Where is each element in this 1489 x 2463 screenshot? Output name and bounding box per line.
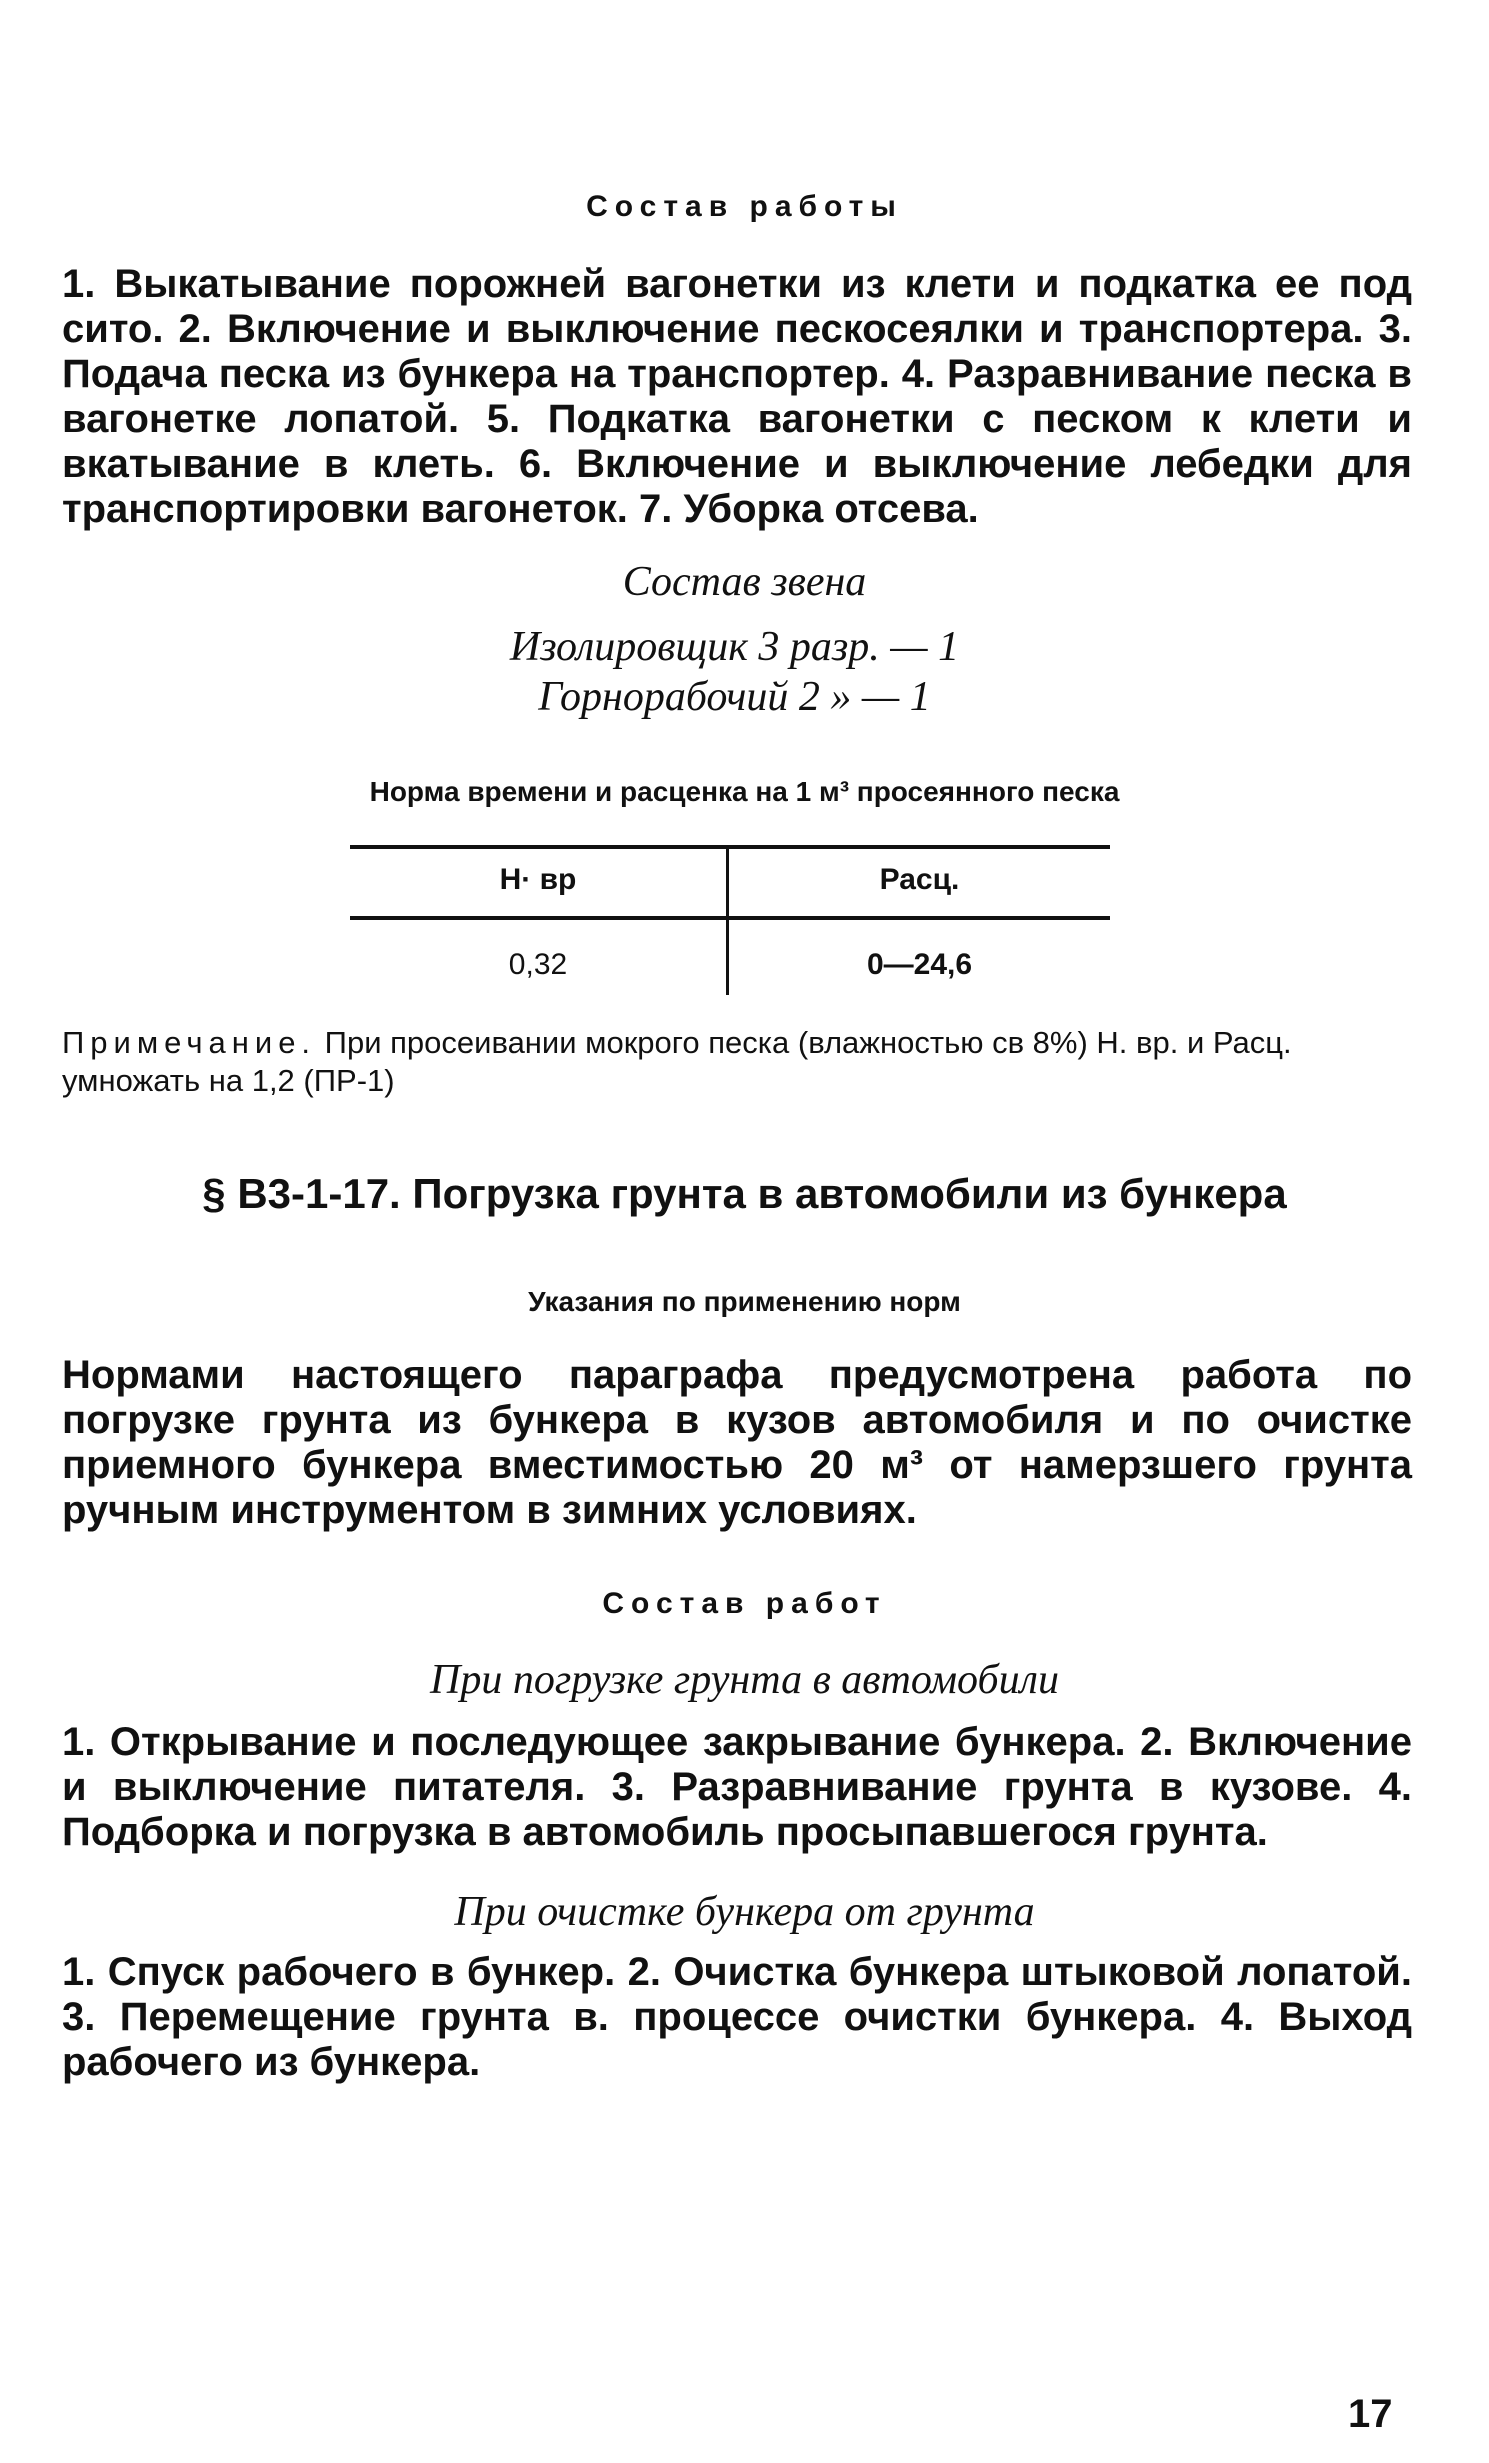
works-heading: Состав работ — [602, 1587, 887, 1620]
work-composition-text: 1. Выкатывание порожней вагонетки из клети и подкатка ее под сито. 2. Включение и выключение пескосеялки и транспортера. 3. Подача песка из бункера на транспортер. 4. Разравнивание песка в вагонетке лопатой. 5. Подкатка вагонетки с песком к клети и вкатывание в клеть. 6. Включение и выключение лебедки для транспортировки вагонеток. 7. Уборка отсева. — [62, 262, 1412, 531]
table-top-rule — [350, 845, 1110, 849]
value-time-norm: 0,32 — [508, 948, 568, 981]
header-time-norm: Н· вр — [499, 863, 577, 896]
work-composition-heading: Состав работы — [586, 190, 903, 223]
loading-title: При погрузке грунта в автомобили — [430, 1657, 1059, 1703]
team-line-1: Изолировщик 3 разр. — 1 — [509, 624, 960, 670]
page-number: 17 — [1348, 2392, 1393, 2436]
guidance-heading: Указания по применению норм — [528, 1286, 961, 1317]
note — [62, 1024, 1412, 1100]
table-caption: Норма времени и расценка на 1 м³ просеянного песка — [369, 776, 1120, 807]
guidance-text: Нормами настоящего параграфа предусмотрена работа по погрузке грунта из бункера в кузов автомобиля и по очистке приемного бункера вместимостью 20 м³ от намерзшего грунта ручным инструментом в зимних условиях. — [62, 1353, 1412, 1532]
team-line-2: Горнорабочий 2 » — 1 — [538, 674, 931, 720]
loading-text: 1. Открывание и последующее закрывание бункера. 2. Включение и выключение питателя. 3. Разравнивание грунта в кузове. 4. Подборка и погрузка в автомобиль просыпавшегося грунта. — [62, 1720, 1412, 1854]
section-title: § В3-1-17. Погрузка грунта в автомобили из бункера — [202, 1170, 1287, 1217]
cleaning-text: 1. Спуск рабочего в бункер. 2. Очистка бункера штыковой лопатой. 3. Перемещение грунта в. процессе очистки бункера. 4. Выход рабочего из бункера. — [62, 1950, 1412, 2084]
team-title: Состав звена — [622, 559, 867, 605]
cleaning-title: При очистке бункера от грунта — [454, 1889, 1035, 1935]
value-rate: 0—24,6 — [866, 948, 973, 981]
note-text: При просеивании мокрого песка (влажностью св 8%) Н. вр. и Расц. умножать на 1,2 (ПР-1) — [62, 1025, 1292, 1098]
note-label: Примечание. — [62, 1025, 317, 1060]
header-rate: Расц. — [879, 863, 960, 896]
table-header-rule — [350, 916, 1110, 920]
